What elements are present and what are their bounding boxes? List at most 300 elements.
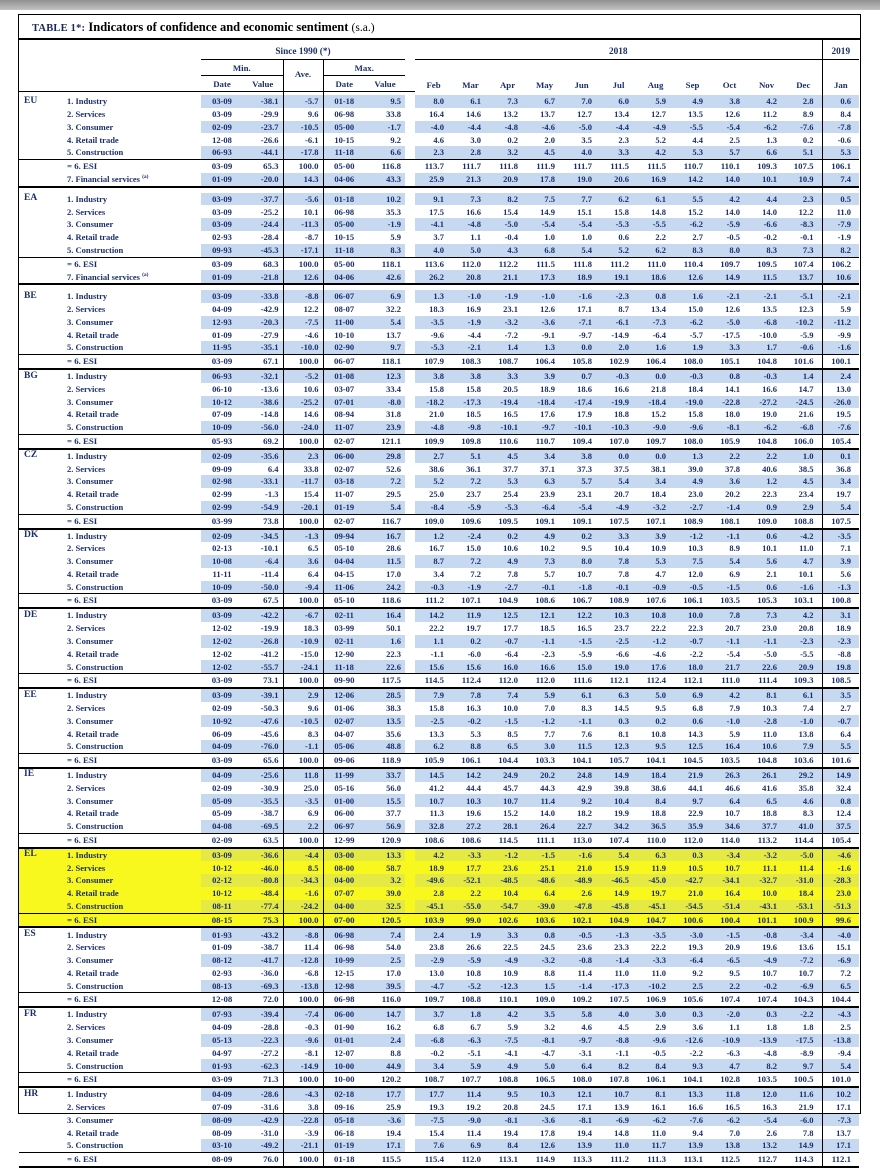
month-value-cell: -49.6 [415, 874, 452, 887]
month-value-cell: 23.0 [688, 489, 704, 500]
month-value-cell: 44.3 [540, 782, 556, 793]
month-value-cell: 24.8 [563, 768, 600, 782]
month-value-cell: 3.8 [452, 369, 489, 383]
gap-cell [405, 421, 415, 434]
month-value-cell: -3.6 [526, 316, 563, 329]
gap-cell [405, 807, 415, 820]
header-spacer [19, 76, 53, 92]
month-value-cell: -1.1 [526, 635, 563, 648]
month-value-cell: 1.2 [748, 475, 785, 488]
month-value-cell: 16.9 [466, 304, 482, 315]
country-code [19, 660, 53, 673]
month-value-cell: 11.0 [651, 967, 667, 978]
country-code [19, 1034, 53, 1047]
month-value-cell: 0.0 [637, 369, 674, 383]
month-value-cell: 6.1 [637, 193, 674, 206]
country-code [19, 622, 53, 635]
month-value-cell: 23.9 [540, 489, 556, 500]
ave-cell: -9.4 [283, 581, 323, 594]
table-row [19, 501, 859, 514]
month-value-cell: 8.0 [711, 244, 748, 257]
min-date-cell: 10-09 [201, 421, 243, 434]
max-date-cell: 12-15 [334, 967, 355, 978]
row-label: 4. Retail trade [53, 887, 201, 900]
gap-cell [405, 727, 415, 740]
header-year-row [19, 40, 859, 60]
month-value-cell: 9.2 [563, 794, 600, 807]
row-label: 2. Services [67, 1101, 106, 1112]
month-value-cell: 8.0 [563, 555, 600, 568]
month-value-cell: 13.3 [674, 1087, 711, 1101]
month-value-cell: 10.6 [822, 270, 859, 284]
month-value-cell: 15.0 [466, 543, 482, 554]
month-value-cell: 5.5 [674, 193, 711, 206]
ave-cell: 8.5 [283, 861, 323, 874]
row-label: 4. Retail trade [67, 489, 119, 500]
month-value-cell: -0.1 [800, 232, 814, 243]
max-value-cell: 42.6 [365, 270, 405, 284]
month-value-cell: 13.9 [614, 1101, 630, 1112]
table-row [19, 1007, 859, 1021]
gap-cell [405, 1059, 415, 1072]
month-value-cell: 8.2 [600, 1059, 637, 1072]
max-value-cell: -8.0 [365, 396, 405, 409]
month-value-cell: 4.5 [785, 475, 822, 488]
table-row [19, 1021, 859, 1034]
month-value-cell: 9.7 [785, 1059, 822, 1072]
country-code: HR [24, 1088, 39, 1099]
min-value-cell: 69.2 [243, 434, 283, 448]
month-value-cell: 3.2 [544, 1022, 556, 1033]
month-value-cell: 104.1 [674, 1073, 711, 1087]
max-date-cell: 04-06 [323, 270, 365, 284]
month-value-cell: -7.8 [822, 121, 859, 134]
month-value-cell: 108.0 [674, 434, 711, 448]
month-value-cell: -10.2 [785, 316, 822, 329]
month-value-cell: 8.4 [637, 794, 674, 807]
ave-cell: 12.2 [283, 303, 323, 316]
country-code [19, 257, 53, 270]
month-value-cell: -17.5 [785, 1034, 822, 1047]
gap-cell [405, 794, 415, 807]
month-value-cell: 19.0 [600, 660, 637, 673]
month-value-cell: 1.6 [674, 290, 711, 303]
month-value-cell: 9.2 [692, 967, 704, 978]
max-date-cell: 03-00 [323, 848, 365, 862]
month-value-cell: -6.2 [637, 1114, 674, 1127]
month-value-cell: 0.3 [674, 1007, 711, 1021]
month-value-cell: -0.8 [748, 927, 785, 941]
month-value-cell: 104.4 [489, 754, 526, 768]
month-value-cell: -1.5 [711, 927, 748, 941]
month-value-cell: 101.0 [822, 1073, 859, 1087]
month-value-cell: 1.4 [785, 369, 822, 383]
month-value-cell: 37.5 [614, 463, 630, 474]
row-label: = 6. ESI [53, 1152, 201, 1166]
country-code [19, 820, 53, 833]
max-value-cell: 12.3 [365, 369, 405, 383]
row-label: 4. Retail trade [67, 569, 119, 580]
month-value-cell: -0.2 [748, 980, 785, 993]
month-value-cell: 9.5 [489, 1087, 526, 1101]
month-value-cell: -5.4 [563, 501, 600, 514]
month-value-cell: 103.6 [526, 913, 563, 927]
month-value-cell: 3.5 [526, 1007, 563, 1021]
month-value-cell: -10.2 [637, 980, 674, 993]
month-value-cell: 37.5 [822, 820, 859, 833]
table-row [19, 941, 859, 954]
month-value-cell: 7.8 [507, 569, 519, 580]
month-value-cell: 5.4 [563, 244, 600, 257]
month-value-cell: 8.1 [748, 688, 785, 702]
row-label: 2. Services [67, 108, 106, 119]
month-value-cell: 17.1 [577, 1101, 593, 1112]
row-label: 1. Industry [67, 610, 108, 621]
gap-cell [405, 555, 415, 568]
month-value-cell: 113.2 [748, 833, 785, 847]
month-value-cell: 10.1 [762, 543, 778, 554]
month-value-cell: -3.5 [822, 529, 859, 543]
month-value-cell: 9.5 [637, 740, 674, 753]
month-value-cell: -2.3 [600, 290, 637, 303]
table-row [19, 608, 859, 622]
month-value-cell: 105.6 [674, 993, 711, 1007]
ave-cell: -20.1 [283, 501, 323, 514]
month-value-cell: 113.1 [674, 1152, 711, 1166]
month-header: Sep [685, 79, 700, 90]
min-date-cell: 12-02 [201, 660, 243, 673]
row-label: = 6. ESI [53, 434, 201, 448]
month-value-cell: -6.4 [526, 501, 563, 514]
ave-cell: -8.7 [283, 231, 323, 244]
month-value-cell: 10.7 [577, 569, 593, 580]
month-value-cell: -3.5 [415, 316, 452, 329]
table-row [19, 355, 859, 369]
max-date-cell: 11-18 [323, 244, 365, 257]
month-value-cell: 108.3 [452, 355, 489, 369]
month-value-cell: 12.0 [748, 1087, 785, 1101]
month-value-cell: 108.6 [452, 833, 489, 847]
month-value-cell: 4.2 [711, 193, 748, 206]
max-value-cell: 116.7 [365, 514, 405, 528]
max-date-cell: 12-99 [323, 833, 365, 847]
month-value-cell: -6.2 [711, 1114, 748, 1127]
month-value-cell: 7.3 [526, 555, 563, 568]
month-value-cell: 16.6 [466, 206, 482, 217]
max-date-cell: 11-06 [323, 581, 365, 594]
month-value-cell: -1.1 [711, 529, 748, 543]
month-value-cell: -4.8 [489, 121, 526, 134]
min-value-cell: -13.6 [260, 383, 279, 394]
month-value-cell: 6.4 [526, 887, 563, 900]
row-label: 5. Construction [67, 1060, 124, 1071]
month-value-cell: 11.8 [711, 1087, 748, 1101]
month-value-cell: 14.0 [540, 808, 556, 819]
min-date-cell: 05-13 [201, 1034, 243, 1047]
min-date-cell: 03-09 [201, 608, 243, 622]
month-value-cell: 22.2 [651, 623, 667, 634]
month-value-cell: 41.0 [785, 820, 822, 833]
month-value-cell: -52.1 [452, 874, 489, 887]
min-date-cell: 06-09 [212, 728, 232, 739]
ave-cell: 100.0 [283, 594, 323, 608]
month-value-cell: 4.7 [711, 1059, 748, 1072]
month-value-cell: 40.6 [762, 463, 778, 474]
row-label: = 6. ESI [53, 257, 201, 270]
min-value-cell: -14.8 [260, 409, 279, 420]
month-value-cell: 12.7 [577, 108, 593, 119]
max-date-cell: 05-06 [323, 740, 365, 753]
month-value-cell: 25.9 [415, 173, 452, 187]
max-date-cell: 08-07 [334, 304, 355, 315]
row-label: 4. Retail trade [67, 808, 119, 819]
row-label: 4. Retail trade [67, 409, 119, 420]
max-value-cell: 16.7 [365, 529, 405, 543]
month-value-cell: 1.0 [581, 232, 593, 243]
min-value-cell: 76.0 [243, 1152, 283, 1166]
table-row [19, 674, 859, 688]
month-value-cell: 23.1 [503, 304, 519, 315]
min-date-cell: 03-09 [201, 688, 243, 702]
month-value-cell: 16.6 [688, 1101, 704, 1112]
month-value-cell: 114.5 [489, 833, 526, 847]
max-value-cell: 13.3 [365, 848, 405, 862]
row-label: 2. Services [67, 543, 106, 554]
month-value-cell: 17.3 [526, 270, 563, 284]
month-value-cell: 7.8 [711, 608, 748, 622]
max-date-cell: 05-18 [323, 1114, 365, 1127]
min-date-cell: 12-08 [201, 993, 243, 1007]
month-value-cell: 5.6 [748, 555, 785, 568]
month-value-cell: 10.7 [415, 794, 452, 807]
month-value-cell: 11.6 [785, 1087, 822, 1101]
max-date-cell: 01-19 [323, 501, 365, 514]
max-value-cell: 8.8 [390, 1047, 402, 1058]
month-value-cell: 9.7 [674, 794, 711, 807]
min-date-cell: 06-93 [201, 369, 243, 383]
min-date-cell: 08-09 [201, 1114, 243, 1127]
ave-cell: 3.6 [283, 555, 323, 568]
ave-cell: -21.1 [283, 1139, 323, 1152]
month-value-cell: -3.4 [785, 927, 822, 941]
max-value-cell: 39.5 [365, 980, 405, 993]
month-value-cell: -45.1 [637, 900, 674, 913]
month-value-cell: 15.1 [577, 206, 593, 217]
country-code: ES [24, 929, 36, 940]
month-value-cell: 13.2 [503, 108, 519, 119]
month-value-cell: 109.5 [489, 514, 526, 528]
month-value-cell: 15.8 [429, 383, 445, 394]
min-date-cell: 04-09 [201, 740, 243, 753]
min-value-cell: -25.6 [243, 768, 283, 782]
min-value-cell: 71.3 [243, 1073, 283, 1087]
month-value-cell: 0.5 [822, 193, 859, 206]
month-value-cell: 17.1 [577, 304, 593, 315]
max-date-cell: 04-07 [334, 728, 355, 739]
month-value-cell: 2.2 [655, 232, 667, 243]
month-value-cell: 4.4 [692, 134, 704, 145]
max-date-cell: 08-94 [334, 409, 355, 420]
month-value-cell: -5.3 [415, 341, 452, 354]
month-value-cell: 20.9 [785, 660, 822, 673]
month-value-cell: 4.6 [581, 1022, 593, 1033]
month-value-cell: 6.8 [433, 1022, 445, 1033]
month-value-cell: 7.5 [526, 193, 563, 206]
month-value-cell: 36.5 [637, 820, 674, 833]
max-date-cell: 09-06 [323, 754, 365, 768]
month-value-cell: 1.0 [785, 449, 822, 463]
month-value-cell: 111.6 [563, 674, 600, 688]
header-spacer [53, 40, 201, 60]
country-code: DE [24, 609, 38, 620]
month-value-cell: -6.0 [467, 648, 482, 659]
month-value-cell: 3.0 [526, 740, 563, 753]
month-value-cell: -5.0 [489, 218, 526, 231]
month-value-cell: 2.6 [766, 1127, 778, 1138]
month-value-cell: 8.4 [637, 1059, 674, 1072]
month-value-cell: 109.0 [415, 514, 452, 528]
month-value-cell: -1.1 [615, 1047, 630, 1058]
table-row [19, 754, 859, 768]
month-value-cell: -1.9 [452, 316, 489, 329]
month-value-cell: -0.5 [563, 927, 600, 941]
month-value-cell: 19.0 [563, 173, 600, 187]
gap-cell [405, 244, 415, 257]
country-code [19, 1101, 53, 1114]
month-value-cell: 1.8 [802, 1022, 814, 1033]
month-value-cell: 111.4 [748, 674, 785, 688]
month-value-cell: 108.7 [415, 1073, 452, 1087]
month-value-cell: 1.2 [415, 529, 452, 543]
min-value-cell: 67.5 [243, 594, 283, 608]
country-code [19, 967, 53, 980]
month-value-cell: -1.1 [711, 635, 748, 648]
min-date-cell: 03-09 [201, 290, 243, 303]
month-value-cell: 11.5 [563, 740, 600, 753]
month-value-cell: 111.7 [563, 159, 600, 172]
month-value-cell: 3.3 [489, 369, 526, 383]
max-value-cell: 54.0 [386, 942, 402, 953]
month-value-cell: 23.7 [614, 623, 630, 634]
month-value-cell: 3.5 [581, 134, 593, 145]
max-value-cell: 58.7 [365, 861, 405, 874]
month-value-cell: 6.4 [711, 794, 748, 807]
month-value-cell: 7.6 [415, 1139, 452, 1152]
month-value-cell: 111.5 [526, 257, 563, 270]
month-value-cell: -0.4 [504, 232, 519, 243]
month-value-cell: 102.6 [489, 913, 526, 927]
min-date-cell: 12-02 [212, 648, 232, 659]
ave-cell: 10.6 [283, 383, 323, 396]
gap-cell [405, 581, 415, 594]
month-value-cell: -6.8 [785, 421, 822, 434]
gap-cell [405, 316, 415, 329]
month-value-cell: 19.4 [577, 1127, 593, 1138]
month-value-cell: -6.5 [711, 954, 748, 967]
min-value-cell: -26.8 [243, 635, 283, 648]
month-value-cell: 1.3 [766, 134, 778, 145]
month-value-cell: -6.8 [415, 1034, 452, 1047]
min-date-cell: 10-09 [201, 581, 243, 594]
min-value-cell: -39.1 [243, 688, 283, 702]
country-code [19, 555, 53, 568]
min-value-cell: -76.0 [243, 740, 283, 753]
table-row [19, 1073, 859, 1087]
ave-cell: 18.3 [283, 622, 323, 635]
min-value-cell: -28.4 [260, 232, 279, 243]
max-date-cell: 05-00 [323, 257, 365, 270]
month-value-cell: 11.0 [822, 205, 859, 218]
min-date-cell: 08-09 [212, 1127, 232, 1138]
month-value-cell: 10.7 [600, 1087, 637, 1101]
country-code [19, 173, 53, 187]
max-value-cell: 7.2 [365, 475, 405, 488]
month-value-cell: -8.1 [711, 421, 748, 434]
country-code [19, 740, 53, 753]
month-value-cell: -1.0 [785, 715, 822, 728]
month-value-cell: 5.3 [674, 146, 711, 159]
month-value-cell: 16.6 [762, 383, 778, 394]
month-value-cell: 3.0 [470, 134, 482, 145]
max-value-cell: 5.9 [390, 232, 402, 243]
month-value-cell: 2.3 [618, 134, 630, 145]
month-value-cell: -7.2 [504, 329, 519, 340]
month-value-cell: 18.9 [822, 622, 859, 635]
month-value-cell: 108.6 [415, 833, 452, 847]
month-value-cell: -1.2 [637, 635, 674, 648]
month-value-cell: 15.6 [415, 660, 452, 673]
ave-cell: -10.5 [283, 121, 323, 134]
table-row [19, 715, 859, 728]
max-value-cell: 9.2 [390, 134, 402, 145]
month-value-cell: 8.5 [507, 728, 519, 739]
month-value-cell: 111.0 [711, 674, 748, 688]
gap-cell [405, 218, 415, 231]
max-date-cell: 04-04 [323, 555, 365, 568]
month-value-cell: -2.8 [748, 715, 785, 728]
ave-cell: 8.3 [283, 727, 323, 740]
month-value-cell: 18.5 [466, 409, 482, 420]
month-value-cell: 16.7 [429, 543, 445, 554]
max-value-cell: 9.7 [365, 341, 405, 354]
min-date-cell: 03-09 [201, 159, 243, 172]
max-date-cell: 03-99 [334, 623, 355, 634]
month-value-cell: 110.0 [637, 833, 674, 847]
gap-cell [405, 383, 415, 396]
max-value-cell: 35.3 [386, 206, 402, 217]
month-value-cell: -47.8 [563, 900, 600, 913]
max-date-cell: 02-18 [323, 1087, 365, 1101]
ave-cell: -12.8 [283, 954, 323, 967]
table-row [19, 290, 859, 303]
max-date-cell: 05-10 [323, 594, 365, 608]
month-value-cell: 6.3 [526, 475, 563, 488]
month-value-cell: -17.4 [563, 396, 600, 409]
month-value-cell: 13.9 [563, 1139, 600, 1152]
month-value-cell: -5.9 [800, 329, 814, 340]
month-value-cell: 105.3 [748, 594, 785, 608]
month-value-cell: -2.1 [452, 341, 489, 354]
month-value-cell: 22.6 [748, 660, 785, 673]
month-value-cell: -5.7 [689, 329, 704, 340]
month-value-cell: 7.1 [822, 542, 859, 555]
month-value-cell: -0.7 [822, 715, 859, 728]
month-value-cell: 23.0 [822, 887, 859, 900]
month-value-cell: -2.0 [711, 1007, 748, 1021]
month-value-cell: 113.6 [415, 257, 452, 270]
month-value-cell: 4.0 [563, 146, 600, 159]
max-value-cell: 13.5 [365, 715, 405, 728]
